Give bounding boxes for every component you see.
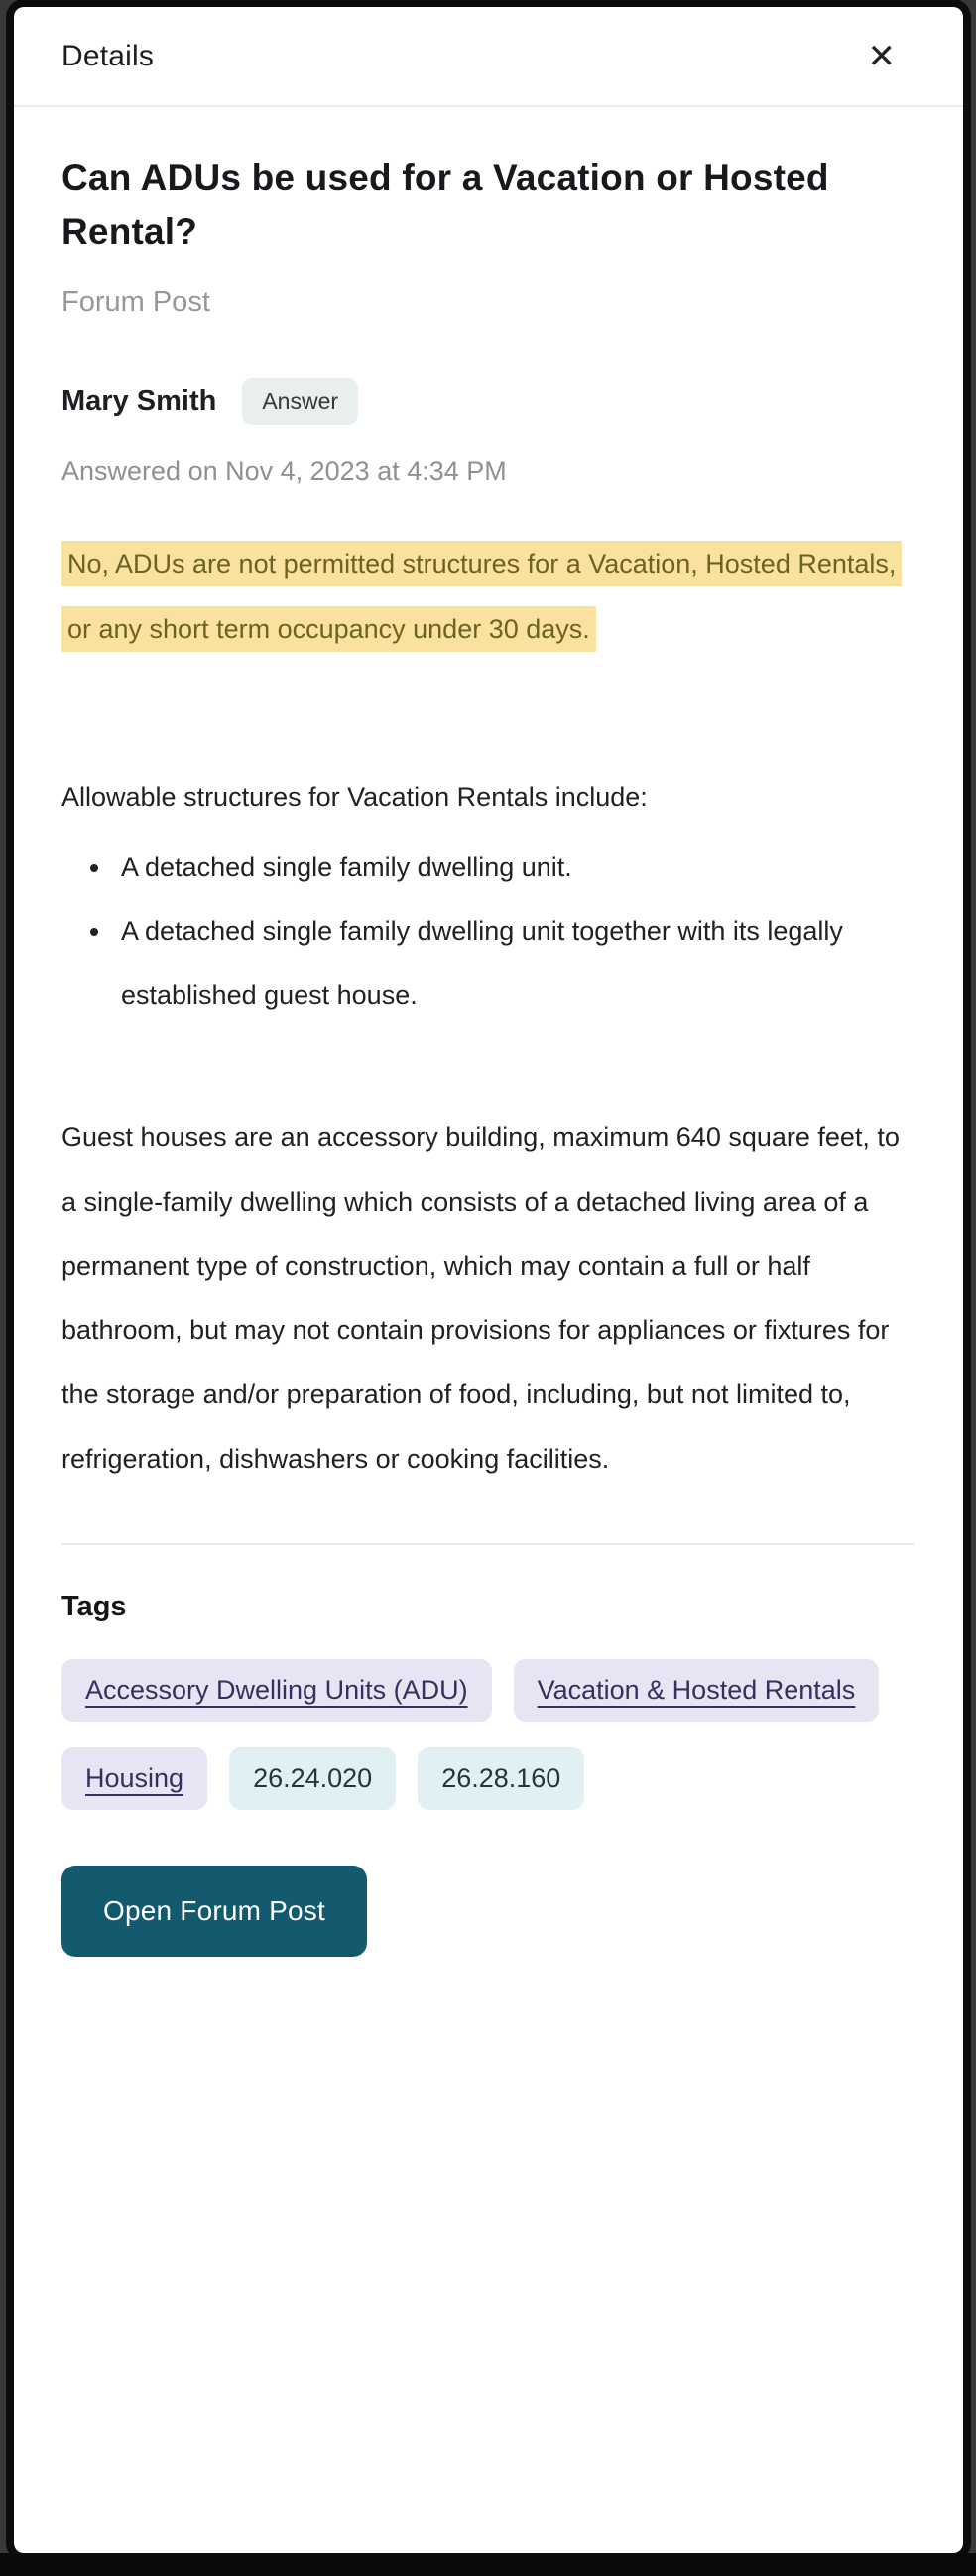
post-type-label: Forum Post bbox=[61, 285, 210, 318]
tag-link[interactable]: Accessory Dwelling Units (ADU) bbox=[61, 1659, 492, 1722]
list-item: • A detached single family dwelling unit. bbox=[113, 836, 914, 900]
allowable-list bbox=[61, 836, 914, 1028]
open-forum-post-button[interactable]: Open Forum Post bbox=[61, 1866, 367, 1957]
tags-container bbox=[61, 1659, 914, 1810]
drawer-title: Details bbox=[61, 39, 155, 72]
close-icon[interactable]: ✕ bbox=[862, 34, 903, 79]
tag-link[interactable]: Housing bbox=[61, 1747, 207, 1810]
tag-code: 26.28.160 bbox=[418, 1747, 584, 1810]
post-title: Can ADUs be used for a Vacation or Hosted Rental? bbox=[61, 157, 829, 252]
tags-heading: Tags bbox=[61, 1590, 127, 1622]
tag-link[interactable]: Vacation & Hosted Rentals bbox=[514, 1659, 880, 1722]
highlight-mark: No, ADUs are not permitted structures for a Vacation, Hosted Rentals, or any short term occupancy under 30 days. bbox=[61, 541, 902, 652]
author-name: Mary Smith bbox=[61, 384, 217, 417]
author-row bbox=[61, 378, 914, 425]
details-drawer bbox=[14, 7, 963, 2553]
list-item: • A detached single family dwelling unit together with its legally established guest house. bbox=[113, 899, 914, 1028]
allowable-intro: Allowable structures for Vacation Rentals include: bbox=[61, 781, 648, 812]
answered-timestamp: Answered on Nov 4, 2023 at 4:34 PM bbox=[61, 455, 507, 486]
highlighted-answer bbox=[61, 531, 914, 662]
tag-code: 26.24.020 bbox=[229, 1747, 396, 1810]
drawer-header bbox=[14, 7, 963, 107]
guest-house-paragraph: Guest houses are an accessory building, maximum 640 square feet, to a single-family dwelling which consists of a detached living area of a permanent type of construction, which may contain a full or half bathroom, but may not contain provisions for appliances or fixtures for the storage and/or preparation of food, including, but not limited to, refrigeration, dishwashers or cooking facilities. bbox=[61, 1121, 900, 1474]
window-bottom-bar bbox=[0, 2553, 976, 2576]
answer-badge: Answer bbox=[242, 378, 358, 425]
drawer-content bbox=[14, 107, 963, 1957]
divider bbox=[61, 1543, 914, 1545]
